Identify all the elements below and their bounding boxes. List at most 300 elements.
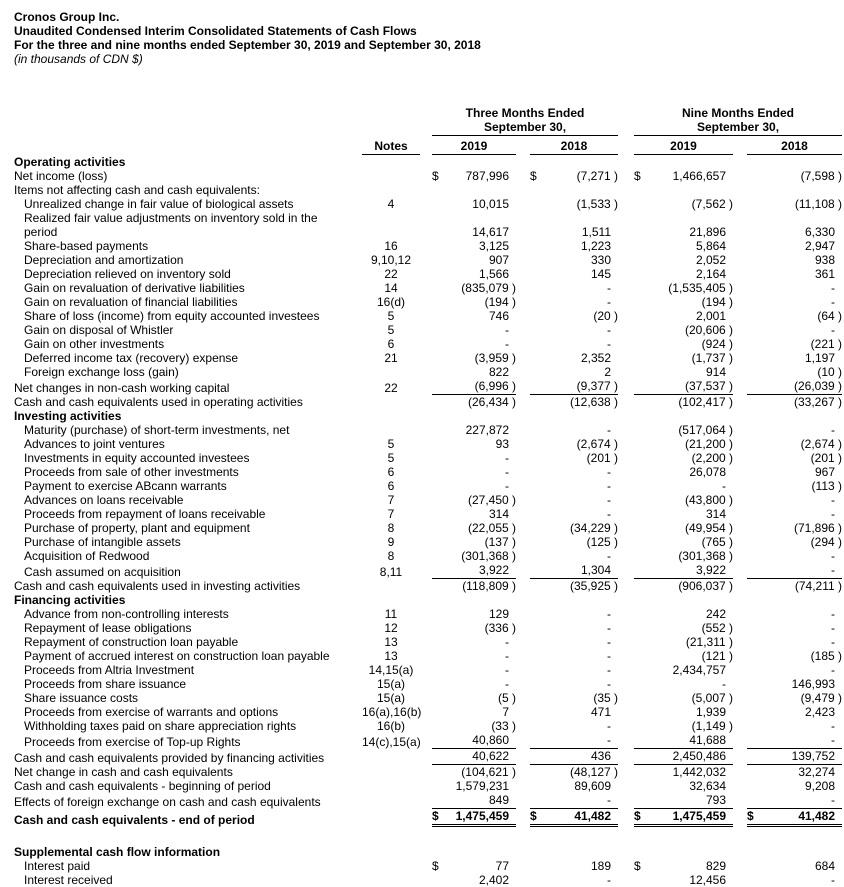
- row-label: Deferred income tax (recovery) expense: [24, 351, 239, 365]
- amount-value: 227,872: [465, 423, 509, 437]
- table-row: [14, 607, 842, 621]
- amount-value: (12,638 ): [569, 395, 619, 409]
- table-row: [14, 451, 842, 465]
- amount-cell: [420, 549, 516, 563]
- amount-value: -: [831, 635, 836, 649]
- amount-value: -: [831, 621, 836, 635]
- amount-value: 6,330: [804, 225, 836, 239]
- amount-cell: [618, 563, 733, 579]
- note-ref: 7: [387, 507, 395, 521]
- row-label: Repayment of construction loan payable: [24, 635, 239, 649]
- amount-value: 2: [604, 365, 612, 379]
- amount-cell: [420, 521, 516, 535]
- amount-cell: [420, 365, 516, 379]
- note-ref: 5: [387, 323, 395, 337]
- row-label: Repayment of lease obligations: [24, 621, 192, 635]
- table-row: [14, 809, 842, 827]
- amount-value: 314: [488, 507, 509, 521]
- amount-cell: [516, 309, 618, 323]
- amount-cell: [618, 267, 733, 281]
- amount-value: -: [505, 323, 509, 337]
- amount-cell: [516, 493, 618, 507]
- amount-value: 1,197: [804, 351, 836, 365]
- table-row: [14, 677, 842, 691]
- amount-value: 314: [705, 507, 727, 521]
- amount-value: 41,482: [574, 809, 612, 823]
- amount-cell: [516, 579, 618, 593]
- amount-value: 746: [488, 309, 509, 323]
- amount-cell: [733, 705, 842, 719]
- table-row: [14, 239, 842, 253]
- amount-cell: [516, 365, 618, 379]
- amount-value: (336 ): [484, 621, 516, 635]
- row-label: Net changes in non-cash working capital: [14, 381, 230, 395]
- amount-cell: [618, 253, 733, 267]
- row-label: Payment to exercise ABcann warrants: [24, 479, 227, 493]
- amount-value: (2,674 ): [800, 437, 843, 451]
- amount-cell: [516, 521, 618, 535]
- amount-value: (27,450 ): [467, 493, 516, 507]
- amount-cell: [733, 719, 842, 733]
- amount-value: (21,200 ): [684, 437, 734, 451]
- note-ref: 6: [387, 479, 395, 493]
- amount-cell: [516, 563, 618, 579]
- amount-value: -: [831, 493, 836, 507]
- note-ref: 21: [384, 351, 398, 365]
- group-header-row: [14, 106, 842, 136]
- amount-value: (194 ): [701, 295, 734, 309]
- empty-cell: [14, 106, 348, 136]
- amount-cell: [420, 719, 516, 733]
- amount-value: -: [607, 873, 612, 887]
- amount-cell: [733, 239, 842, 253]
- table-row: [14, 535, 842, 549]
- amount-value: -: [607, 479, 612, 493]
- table-row: [14, 663, 842, 677]
- amount-value: (113 ): [811, 479, 843, 493]
- amount-value: -: [607, 621, 612, 635]
- dollar-sign: $: [747, 809, 754, 823]
- row-label: Net income (loss): [14, 169, 108, 183]
- amount-value: (201 ): [586, 451, 619, 465]
- amount-cell: [420, 437, 516, 451]
- amount-value: -: [607, 607, 612, 621]
- row-label: Unrealized change in fair value of biological assets: [24, 197, 294, 211]
- table-row: [14, 365, 842, 379]
- amount-value: 2,434,757: [672, 663, 727, 677]
- note-ref: [348, 765, 420, 779]
- amount-value: (552 ): [701, 621, 734, 635]
- amount-value: -: [505, 451, 509, 465]
- amount-value: 77: [495, 859, 509, 873]
- note-ref: [348, 793, 420, 809]
- amount-cell: [618, 621, 733, 635]
- amount-cell: [618, 691, 733, 705]
- amount-cell: [516, 351, 618, 365]
- amount-value: (201 ): [810, 451, 843, 465]
- table-row: [14, 493, 842, 507]
- amount-cell: [516, 535, 618, 549]
- table-row: [14, 733, 842, 749]
- amount-cell: [516, 211, 618, 239]
- amount-value: 1,466,657: [672, 169, 727, 183]
- amount-cell: [420, 809, 516, 827]
- dollar-sign: $: [530, 809, 537, 823]
- amount-cell: [420, 733, 516, 749]
- row-label: Depreciation and amortization: [24, 253, 184, 267]
- amount-cell: [733, 395, 842, 409]
- amount-value: (125 ): [586, 535, 619, 549]
- row-label: Proceeds from share issuance: [24, 677, 187, 691]
- table-row: [14, 749, 842, 765]
- amount-cell: [420, 493, 516, 507]
- amount-cell: [420, 705, 516, 719]
- amount-value: (74,211 ): [794, 579, 843, 593]
- row-label: Supplemental cash flow information: [14, 845, 221, 859]
- amount-cell: [516, 169, 618, 183]
- row-label: Gain on disposal of Whistler: [24, 323, 174, 337]
- amount-cell: [618, 211, 733, 239]
- amount-value: (9,377 ): [576, 379, 619, 393]
- amount-value: -: [505, 635, 509, 649]
- amount-cell: [618, 295, 733, 309]
- row-label: Acquisition of Redwood: [24, 549, 150, 563]
- amount-cell: [516, 379, 618, 395]
- amount-cell: [618, 493, 733, 507]
- amount-cell: [420, 691, 516, 705]
- amount-cell: [420, 507, 516, 521]
- amount-value: 14,617: [472, 225, 509, 239]
- amount-cell: [618, 351, 733, 365]
- amount-value: -: [831, 423, 836, 437]
- amount-cell: [618, 379, 733, 395]
- amount-value: 40,860: [472, 733, 509, 747]
- amount-cell: [420, 267, 516, 281]
- table-row: [14, 423, 842, 437]
- amount-cell: [516, 197, 618, 211]
- amount-value: -: [607, 719, 612, 733]
- note-ref: [348, 809, 420, 827]
- amount-value: 2,423: [804, 705, 836, 719]
- table-row: [14, 793, 842, 809]
- amount-cell: [420, 677, 516, 691]
- amount-cell: [420, 465, 516, 479]
- amount-value: -: [505, 479, 509, 493]
- row-label: Share issuance costs: [24, 691, 139, 705]
- amount-cell: [420, 563, 516, 579]
- group-line2: September 30,: [483, 120, 567, 134]
- amount-value: -: [505, 663, 509, 677]
- amount-value: 93: [495, 437, 509, 451]
- amount-cell: [733, 451, 842, 465]
- amount-cell: [733, 579, 842, 593]
- row-label: Share-based payments: [24, 239, 149, 253]
- amount-cell: [618, 705, 733, 719]
- amount-cell: [733, 295, 842, 309]
- amount-value: -: [505, 677, 509, 691]
- amount-value: 2,352: [580, 351, 612, 365]
- note-ref: 22: [384, 267, 398, 281]
- amount-cell: [733, 535, 842, 549]
- empty-cell: [14, 136, 348, 155]
- amount-cell: [516, 607, 618, 621]
- amount-value: 907: [488, 253, 509, 267]
- table-row: [14, 267, 842, 281]
- row-label: Effects of foreign exchange on cash and cash equivalents: [14, 795, 321, 809]
- amount-value: (7,271 ): [576, 169, 619, 183]
- amount-cell: [618, 309, 733, 323]
- amount-cell: [618, 337, 733, 351]
- amount-value: 10,015: [472, 197, 509, 211]
- table-row: [14, 635, 842, 649]
- amount-cell: [733, 663, 842, 677]
- amount-cell: [420, 423, 516, 437]
- amount-value: -: [505, 649, 509, 663]
- amount-value: 3,922: [695, 563, 727, 577]
- table-row: [14, 337, 842, 351]
- amount-value: 189: [590, 859, 612, 873]
- group-line1: Nine Months Ended: [682, 106, 795, 120]
- amount-cell: [420, 197, 516, 211]
- amount-cell: [516, 239, 618, 253]
- amount-cell: [618, 365, 733, 379]
- note-ref: 8,11: [379, 565, 403, 579]
- amount-value: (221 ): [810, 337, 843, 351]
- row-label: Foreign exchange loss (gain): [24, 365, 179, 379]
- amount-value: 1,939: [695, 705, 727, 719]
- row-label: Financing activities: [14, 593, 126, 607]
- amount-value: -: [831, 873, 836, 887]
- amount-value: 89,609: [574, 779, 612, 793]
- amount-cell: [618, 733, 733, 749]
- amount-value: (2,674 ): [576, 437, 619, 451]
- note-ref: 8: [387, 549, 395, 563]
- group-line1: Three Months Ended: [465, 106, 585, 120]
- note-ref: 15(a): [376, 691, 405, 705]
- amount-cell: [618, 749, 733, 765]
- amount-cell: [420, 859, 516, 873]
- amount-cell: [618, 809, 733, 827]
- amount-value: (26,434 ): [467, 395, 516, 409]
- table-row: [14, 765, 842, 779]
- note-ref: 4: [387, 197, 395, 211]
- amount-value: (301,368 ): [678, 549, 734, 563]
- amount-value: (517,064 ): [678, 423, 734, 437]
- spacer-row: [14, 827, 842, 845]
- amount-cell: [516, 621, 618, 635]
- statement-period: For the three and nine months ended September 30, 2019 and September 30, 2018: [14, 38, 481, 52]
- row-label: Cash and cash equivalents - end of period: [14, 813, 255, 827]
- amount-value: 32,274: [798, 765, 836, 779]
- amount-cell: [516, 267, 618, 281]
- amount-value: 145: [590, 267, 612, 281]
- row-label: Investments in equity accounted investees: [24, 451, 250, 465]
- amount-value: (1,535,405 ): [668, 281, 734, 295]
- amount-value: 684: [814, 859, 836, 873]
- amount-value: 793: [705, 793, 727, 807]
- row-label: Advances on loans receivable: [24, 493, 184, 507]
- amount-value: (906,037 ): [678, 579, 734, 593]
- amount-value: 2,402: [478, 873, 509, 887]
- amount-value: 139,752: [791, 749, 836, 763]
- amount-value: (34,229 ): [569, 521, 619, 535]
- year-label: 2018: [747, 139, 842, 155]
- group-line2: September 30,: [696, 120, 780, 134]
- amount-cell: [618, 169, 733, 183]
- amount-cell: [420, 395, 516, 409]
- amount-cell: [420, 749, 516, 765]
- note-ref: [348, 749, 420, 765]
- amount-value: 436: [590, 749, 612, 763]
- amount-value: 146,993: [791, 677, 836, 691]
- amount-cell: [420, 793, 516, 809]
- amount-value: 967: [814, 465, 836, 479]
- year-label: 2018: [530, 139, 618, 155]
- amount-value: (185 ): [810, 649, 843, 663]
- note-ref: [348, 859, 420, 873]
- table-row: [14, 351, 842, 365]
- table-row: [14, 309, 842, 323]
- amount-cell: [516, 809, 618, 827]
- empty-cell: [348, 106, 420, 136]
- amount-value: -: [607, 649, 612, 663]
- amount-cell: [618, 635, 733, 649]
- amount-cell: [733, 765, 842, 779]
- amount-cell: [420, 873, 516, 887]
- amount-cell: [733, 859, 842, 873]
- amount-value: 40,622: [472, 749, 509, 763]
- amount-cell: [733, 323, 842, 337]
- table-row: [14, 295, 842, 309]
- table-row: [14, 779, 842, 793]
- row-label: Gain on other investments: [24, 337, 165, 351]
- dollar-sign: $: [634, 809, 641, 823]
- amount-value: (43,800 ): [684, 493, 734, 507]
- amount-cell: [618, 793, 733, 809]
- amount-cell: [420, 579, 516, 593]
- row-label: Interest received: [24, 873, 113, 887]
- amount-cell: [516, 423, 618, 437]
- amount-value: (33 ): [491, 719, 516, 733]
- amount-value: -: [607, 549, 612, 563]
- amount-value: 21,896: [689, 225, 727, 239]
- notes-header-cell: [348, 136, 420, 155]
- amount-cell: [420, 479, 516, 493]
- amount-cell: [733, 281, 842, 295]
- dollar-sign: $: [634, 859, 641, 873]
- amount-cell: [733, 309, 842, 323]
- amount-value: 9,208: [804, 779, 836, 793]
- amount-cell: [618, 451, 733, 465]
- row-label: Advances to joint ventures: [24, 437, 165, 451]
- amount-value: (11,108 ): [794, 197, 843, 211]
- spacer-cell: [14, 827, 842, 845]
- amount-value: 822: [488, 365, 509, 379]
- cash-flow-table: [14, 106, 842, 887]
- note-ref: 12: [384, 621, 398, 635]
- amount-cell: [516, 451, 618, 465]
- row-label: Cash and cash equivalents used in investing activities: [14, 579, 301, 593]
- amount-cell: [733, 211, 842, 239]
- amount-value: -: [607, 423, 612, 437]
- amount-cell: [516, 691, 618, 705]
- amount-cell: [733, 563, 842, 579]
- amount-value: (64 ): [817, 309, 843, 323]
- amount-value: (35 ): [593, 691, 619, 705]
- amount-cell: [733, 649, 842, 663]
- statement-title: Unaudited Condensed Interim Consolidated Statements of Cash Flows: [14, 24, 417, 38]
- amount-value: 938: [814, 253, 836, 267]
- row-label: Investing activities: [14, 409, 122, 423]
- amount-cell: [420, 239, 516, 253]
- year-header-cell: [420, 136, 516, 155]
- table-row: [14, 691, 842, 705]
- amount-cell: [618, 549, 733, 563]
- amount-cell: [516, 733, 618, 749]
- table-row: [14, 395, 842, 409]
- amount-value: 1,475,459: [455, 809, 509, 823]
- amount-cell: [516, 507, 618, 521]
- note-ref: 13: [384, 635, 398, 649]
- amount-value: 1,475,459: [672, 809, 727, 823]
- amount-cell: [516, 253, 618, 267]
- amount-cell: [733, 733, 842, 749]
- row-label: Proceeds from exercise of Top-up Rights: [24, 735, 241, 749]
- amount-value: 1,566: [478, 267, 509, 281]
- amount-cell: [618, 649, 733, 663]
- dollar-sign: $: [432, 809, 439, 823]
- section-header-row: [14, 409, 842, 423]
- amount-value: 787,996: [465, 169, 509, 183]
- amount-cell: [733, 607, 842, 621]
- amount-cell: [420, 337, 516, 351]
- amount-cell: [420, 169, 516, 183]
- nine-months-header: [634, 106, 842, 136]
- note-ref: 9: [387, 535, 395, 549]
- table-row: [14, 521, 842, 535]
- note-ref: 16(a),16(b): [362, 705, 422, 719]
- dollar-sign: $: [634, 169, 641, 183]
- amount-value: 2,947: [804, 239, 836, 253]
- document-header: [0, 0, 844, 66]
- amount-value: (294 ): [810, 535, 843, 549]
- row-label: Interest paid: [24, 859, 91, 873]
- note-ref: [348, 365, 420, 379]
- row-label: Realized fair value adjustments on inventory sold in the period: [24, 211, 318, 239]
- table-row: [14, 197, 842, 211]
- amount-cell: [733, 691, 842, 705]
- amount-cell: [733, 253, 842, 267]
- amount-value: -: [607, 635, 612, 649]
- amount-cell: [733, 437, 842, 451]
- amount-value: 5,864: [695, 239, 727, 253]
- note-ref: 16(d): [376, 295, 405, 309]
- note-ref: 5: [387, 437, 395, 451]
- row-label: Cash assumed on acquisition: [24, 565, 181, 579]
- amount-value: -: [831, 507, 836, 521]
- amount-value: (194 ): [484, 295, 516, 309]
- amount-value: 2,052: [695, 253, 727, 267]
- amount-value: 1,223: [580, 239, 612, 253]
- amount-value: (7,598 ): [800, 169, 843, 183]
- amount-value: (5 ): [498, 691, 516, 705]
- three-months-header: [432, 106, 618, 136]
- note-ref: [348, 169, 420, 183]
- company-name: Cronos Group Inc.: [14, 10, 120, 24]
- amount-cell: [516, 765, 618, 779]
- amount-cell: [618, 579, 733, 593]
- row-label: Maturity (purchase) of short-term investments, net: [24, 423, 290, 437]
